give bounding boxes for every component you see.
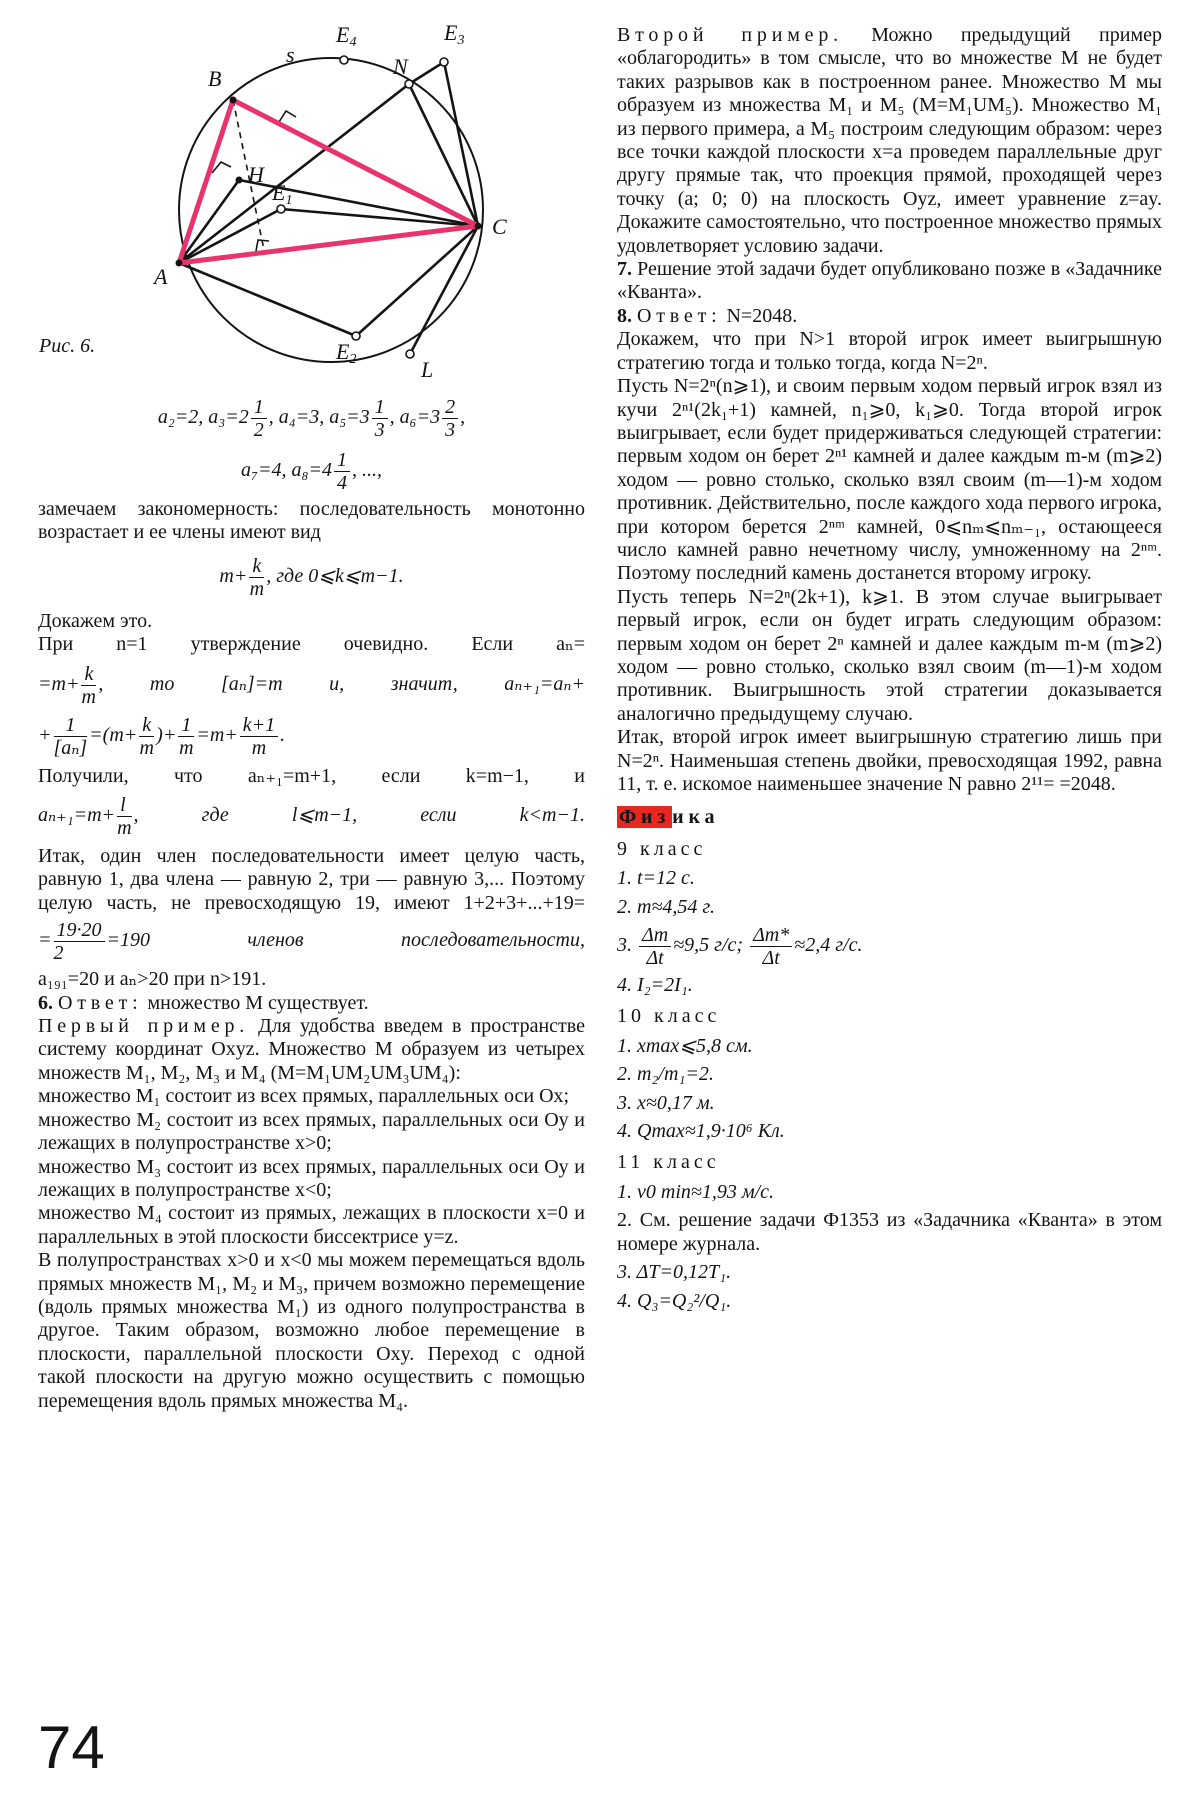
paragraph-game-claim: Докажем, что при N>1 второй игрок имеет выигрышную стратегию тогда и только тогда, когда N=2ⁿ. (617, 328, 1162, 374)
g10-answer-2: 2. m₂/m₁=2. (617, 1063, 714, 1086)
paragraph-second-example: Второй пример. Можно предыдущий пример «облагородить» в том смысле, что во множестве M не будет таких разрывов как в построенном ранее. Множество M мы образуем из множества M₁ и M₅ (M=M₁UM₅). Множество M₁ из первого примера, а M₅ построим следующим образом: через все точки каждой плоскости x=a проведем параллельные друг другу прямые так, что проекция прямой, проходящей через точку (a; 0; 0) на плоскость Oyz, имеет уравнение z=ay. Докажите самостоятельно, что построенное множество прямых удовлетворяет условию задачи. (617, 24, 1162, 257)
grade-9-heading: 9 класс (617, 837, 707, 860)
paragraph-count: Итак, один член последовательности имеет целую часть, равную 1, два члена — равную 2, три — равную 3,... Поэтому целую часть, не превосходящую 19, имеют 1+2+3+...+19= (38, 845, 585, 914)
answer-8: 8. Ответ: N=2048. (617, 304, 798, 327)
formula-induction-1: =m+ $\frac{k}{m}$ , то [aₙ]=m и, значит, aₙ₊₁=aₙ+ (38, 662, 585, 708)
page-number: 74 (38, 1714, 105, 1781)
g11-answer-1: 1. v0 min≈1,93 м/с. (617, 1180, 775, 1203)
label-E1: E1 (272, 180, 293, 208)
label-C: C (492, 214, 507, 239)
right-column (617, 24, 1162, 1318)
label-L: L (421, 357, 434, 380)
paragraph-set-M1: множество M₁ состоит из всех прямых, параллельных оси Ox; (38, 1085, 570, 1108)
paragraph-pattern: замечаем закономерность: последовательность монотонно возрастает и ее члены имеют вид (38, 498, 585, 544)
paragraph-set-M4: множество M₄ состоит из прямых, лежащих в плоскости x=0 и параллельных в этой плоскости биссектрисе y=z. (38, 1202, 585, 1248)
formula-induction-2: + $\frac{1}{\text{[aₙ]}}$ =(m+ $\frac{k}{m}$ )+ $\frac{1}{m}$ =m+ $\frac{k+1}{m}$ . (38, 713, 286, 759)
g11-answer-4: 4. Q₃=Q₂²/Q₁. (617, 1289, 732, 1312)
sequence-line-1: a₂=2, a₃=2 $\frac{1}{2}$ , a₄=3, a₅=3 $\frac{1}{3}$ , a₆=3 $\frac{2}{3}$ , (157, 396, 466, 441)
paragraph-movement: В полупространствах x>0 и x<0 мы можем перемещаться вдоль прямых множеств M₁, M₂ и M₃, причем возможно перемещение (вдоль прямых множества M₁) из одного полупространства в другое. Таким образом, возможно любое перемещение в плоскости, параллельной плоскости Oxy. Переход с одной такой плоскости на другую можно осуществить с помощью перемещения вдоль прямых множества M₄. (38, 1249, 585, 1412)
physics-red-block: Физ (619, 806, 671, 829)
grade-11-heading: 11 класс (617, 1151, 720, 1174)
paragraph-set-M2: множество M₂ состоит из всех прямых, параллельных оси Oy и лежащих в полупространстве x>0; (38, 1108, 585, 1155)
answer-6: 6. Ответ: множество M существует. (38, 991, 369, 1014)
paragraph-game-conclusion: Итак, второй игрок имеет выигрышную стратегию лишь при N=2ⁿ. Наименьшая степень двойки, превосходящая 1992, равна 11, т. е. искомое наименьшее значение N равно 2¹¹= =2048. (617, 726, 1162, 795)
g9-answer-4: 4. I₂=2I₁. (617, 974, 693, 997)
g9-answer-1: 1. t=12 с. (617, 867, 695, 890)
paragraph-result: Получили, что aₙ₊₁=m+1, если k=m−1, и (38, 764, 585, 787)
label-H: H (248, 162, 264, 187)
paragraph-proof: Докажем это. (38, 609, 153, 632)
paragraph-first-example: Первый пример. Для удобства введем в пространстве систему координат Oxyz. Множество M образуем из четырех множеств M₁, M₂, M₃ и M₄ (M=M₁UM₂UM₃UM₄): (38, 1015, 585, 1084)
g11-answer-3: 3. ΔT=0,12T₁. (617, 1261, 732, 1284)
g9-answer-3: 3. $\frac{\Delta m}{\Delta t}$ ≈9,5 г/с; $\frac{\Delta m*}{\Delta t}$ ≈2,4 г/с. (617, 924, 863, 970)
formula-result: aₙ₊₁=m+ $\frac{l}{m}$ , где l⩽m−1, если k<m−1. (38, 794, 585, 840)
formula-general-term: m+ $\frac{k}{m}$ , где 0⩽k⩽m−1. (219, 554, 404, 600)
g10-answer-4: 4. Qmax≈1,9·10⁶ Кл. (617, 1120, 785, 1143)
left-column (38, 24, 585, 1413)
figure-caption: Рис. 6. (39, 335, 96, 357)
label-A: A (154, 264, 168, 289)
paragraph-count-end: a₁₉₁=20 и aₙ>20 при n>191. (38, 968, 267, 991)
answer-7: 7. Решение этой задачи будет опубликовано позже в «Задачнике «Кванта». (617, 258, 1162, 304)
label-s: s (286, 42, 295, 67)
g9-answer-2: 2. m≈4,54 г. (617, 895, 715, 918)
paragraph-game-case2: Пусть теперь N=2ⁿ(2k+1), k⩾1. В этом случае выигрывает первый игрок, если он будет играть следующим образом: первым ходом он берет 2ⁿ камней и далее каждым m-м (m⩾2) ходом — ровно столько, сколько взял своим (m—1)-м ходом противник. Выигрышность этой стратегии доказывается аналогично предыдущему случаю. (617, 585, 1162, 725)
label-N: N (393, 54, 408, 79)
paragraph-game-case1: Пусть N=2ⁿ(n⩾1), и своим первым ходом первый игрок взял из кучи 2ⁿ¹(2k₁+1) камней, n₁⩾0, k₁⩾0. Тогда второй игрок выигрывает, если будет придерживаться следующей стратегии: первым ходом он берет 2ⁿ¹ камней и далее каждым m-м (m⩾2) ходом — ровно столько, сколько взял своим (m—1)-м ходом противник. Действительно, после каждого хода первого игрока, при котором берется 2ⁿᵐ камней, 0⩽nₘ⩽nₘ₋₁, остающееся число камней равно нечетному числу, умноженному на 2ⁿᵐ. Поэтому последний камень достанется второму игроку. (617, 375, 1162, 585)
label-B: B (208, 66, 222, 91)
g10-answer-1: 1. xmax⩽5,8 см. (617, 1034, 753, 1057)
sequence-line-2: a₇=4, a₈=4 $\frac{1}{4}$ , ..., (241, 449, 382, 494)
label-E2: E2 (336, 339, 357, 367)
label-E3: E3 (444, 20, 465, 48)
g11-answer-2: 2. См. решение задачи Ф1353 из «Задачника «Кванта» в этом номере журнала. (617, 1209, 1162, 1255)
physics-heading: Физ ика (619, 806, 720, 829)
g10-answer-3: 3. x≈0,17 м. (617, 1091, 715, 1114)
paragraph-set-M3: множество M₃ состоит из всех прямых, параллельных оси Oy и лежащих в полупространстве x<0; (38, 1155, 585, 1201)
formula-count: = $\frac{19\cdot 20}{2}$ =190 членов последовательности, (38, 919, 585, 965)
paragraph-induction: При n=1 утверждение очевидно. Если aₙ= (38, 633, 585, 656)
label-E4: E4 (336, 22, 357, 50)
grade-10-heading: 10 класс (617, 1005, 721, 1028)
